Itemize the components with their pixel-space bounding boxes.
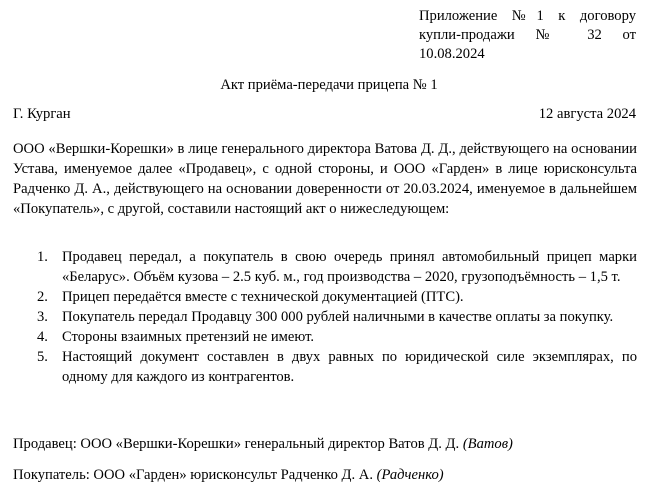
seller-signature: (Ватов)	[462, 436, 513, 452]
buyer-signature-line	[13, 465, 444, 485]
buyer-text: Покупатель: ООО «Гарден» юрисконсульт Радченко Д. А.	[13, 467, 373, 483]
seller-text: Продавец: ООО «Вершки-Корешки» генеральный директор Ватов Д. Д.	[13, 436, 460, 452]
appendix-line-3: 10.08.2024	[419, 46, 485, 62]
list-item-number: 1.	[37, 249, 48, 265]
document-title: Акт приёма-передачи прицепа № 1	[220, 77, 438, 93]
list-item	[13, 247, 637, 287]
list-item-text: Стороны взаимных претензий не имеют.	[62, 329, 314, 345]
list-item-number: 2.	[37, 289, 48, 305]
appendix-reference	[419, 7, 636, 64]
document-date: 12 августа 2024	[538, 106, 636, 122]
list-item	[13, 287, 637, 307]
list-item-text: Покупатель передал Продавцу 300 000 рублей наличными в качестве оплаты за покупку.	[62, 309, 614, 325]
list-item	[13, 327, 637, 347]
appendix-line-2: купли-продажи № 32 от	[419, 27, 636, 43]
terms-list	[13, 247, 637, 387]
list-item	[13, 307, 637, 327]
list-item-text: Настоящий документ составлен в двух равных по юридической силе экземплярах, по одному для каждого из контрагентов.	[62, 349, 637, 385]
list-item-number: 4.	[37, 329, 48, 345]
list-item-number: 5.	[37, 349, 48, 365]
list-item	[13, 347, 637, 387]
intro-paragraph: ООО «Вершки-Корешки» в лице генерального директора Ватова Д. Д., действующего на основании Устава, именуемое далее «Продавец», с одной стороны, и ООО «Гарден» в лице юрисконсульта Радченко Д. А., действующего на основании доверенности от 20.03.2024, именуемое в дальнейшем «Покупатель», с другой, составили настоящий акт о нижеследующем:	[13, 141, 637, 217]
list-item-text: Прицеп передаётся вместе с технической документацией (ПТС).	[62, 289, 464, 305]
seller-signature-line	[13, 434, 513, 454]
list-item-number: 3.	[37, 309, 48, 325]
buyer-signature: (Радченко)	[376, 467, 444, 483]
city: Г. Курган	[13, 106, 71, 122]
appendix-line-1: Приложение №1 к договору	[419, 8, 636, 24]
list-item-text: Продавец передал, а покупатель в свою очередь принял автомобильный прицеп марки «Беларус». Объём кузова – 2.5 куб. м., год производства – 2020, грузоподъёмность – 1,5 т.	[62, 249, 637, 285]
